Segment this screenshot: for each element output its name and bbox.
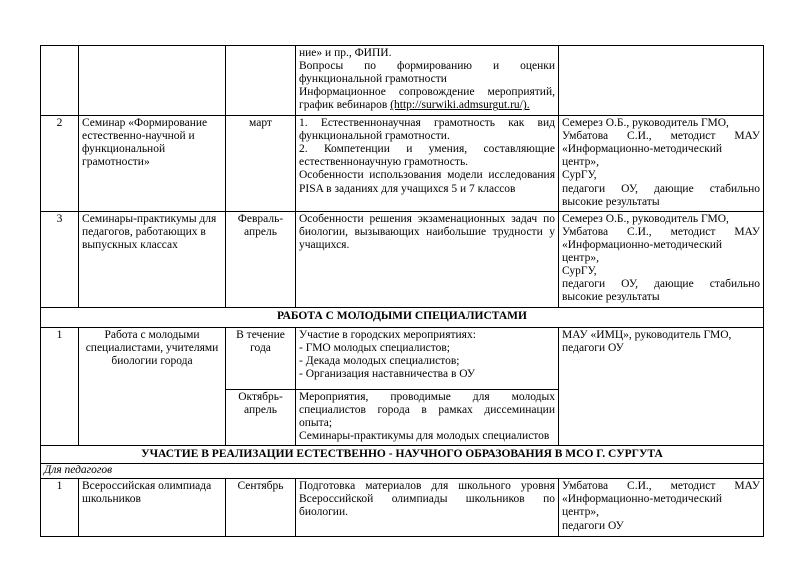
text-line: Участие в городских мероприятиях: [299,328,476,341]
cell-responsible [559,116,764,212]
table-row-continuation [41,46,764,116]
text-line: 2. Компетенции и умения, составляющие естественнонаучную грамотность. [299,143,555,169]
cell-number: 1 [41,479,79,537]
table-row-seminar-literacy [41,116,764,212]
cell-responsible [559,479,764,537]
text-line: ние» и пр., ФИПИ. [299,47,392,59]
subsection-row-for-teachers [41,464,764,479]
cell-content [296,479,559,537]
text-line: Особенности решения экзаменационных задач по биологии, вызывающих наибольшие трудности у учащихся. [299,212,555,251]
text-line: Семерез О.Б., руководитель ГМО, [562,212,729,225]
section-header-young-specialists: РАБОТА С МОЛОДЫМИ СПЕЦИАЛИСТАМИ [41,307,764,327]
text-line: Особенности использования модели исследования PISA в заданиях для учащихся 5 и 7 классов [299,169,555,195]
text-line: СурГУ, [562,169,597,182]
text-line: педагоги ОУ [562,341,624,354]
cell-date: В течение года [226,327,296,389]
subsection-label-for-teachers: Для педагогов [41,464,764,479]
text-line: Мероприятия, проводимые для молодых специалистов города в рамках диссеминации опыта; [299,390,555,429]
cell-date-empty [226,46,296,116]
text-line: педагоги ОУ, дающие стабильно высокие результаты [562,182,760,208]
text-line: Умбатова С.И., методист МАУ «Информационно-методический центр», [562,225,760,265]
text-line [299,86,555,112]
text-line: Семинары-практикумы для молодых специалистов [299,429,550,442]
section-header-row-young-specialists [41,307,764,327]
text-line: 1. Естественнонаучная грамотность как вид функциональной грамотности. [299,117,555,143]
cell-content [296,116,559,212]
cell-event-name: Семинар «Формирование естественно-научной и функциональной грамотности» [79,116,226,212]
cell-date: Октябрь-апрель [226,389,296,445]
cell-content [296,389,559,445]
cell-date: Февраль-апрель [226,211,296,307]
cell-content [296,46,559,116]
cell-event-name-empty [79,46,226,116]
table-row-young-specialists-1 [41,327,764,389]
cell-responsible [559,327,764,445]
text-line: - Организация наставничества в ОУ [299,367,476,380]
table-row-workshops-graduates [41,211,764,307]
cell-content [296,327,559,389]
text-line: педагоги ОУ, дающие стабильно высокие результаты [562,278,760,304]
webinar-schedule-link[interactable]: (http://surwiki.admsurgut.ru/). [390,99,530,112]
cell-responsible [559,211,764,307]
cell-date: март [226,116,296,212]
text-line: Подготовка материалов для школьного уровня Всероссийской олимпиады школьников по биологии. [299,480,555,519]
work-plan-table [40,45,764,537]
text-line: Семерез О.Б., руководитель ГМО, [562,117,729,129]
cell-number: 2 [41,116,79,212]
text-line: - Декада молодых специалистов; [299,354,460,367]
text-line: МАУ «ИМЦ», руководитель ГМО, [562,328,732,341]
text-line: Умбатова С.И., методист МАУ «Информационно-методический центр», [562,130,760,169]
cell-responsible-empty [559,46,764,116]
cell-date: Сентябрь [226,479,296,537]
text-line: СурГУ, [562,265,597,278]
text-line: - ГМО молодых специалистов; [299,341,450,354]
section-header-row-participation [41,445,764,463]
table-row-olympiad [41,479,764,537]
text-span: Информационное сопровождение мероприятий, график вебинаров [299,86,555,112]
cell-event-name: Работа с молодыми специалистами, учителями биологии города [79,327,226,445]
cell-number: 1 [41,327,79,445]
text-line: Вопросы по формированию и оценки функциональной грамотности [299,60,555,86]
cell-content [296,211,559,307]
text-line: педагоги ОУ [562,519,624,532]
section-header-participation: УЧАСТИЕ В РЕАЛИЗАЦИИ ЕСТЕСТВЕННО - НАУЧНОГО ОБРАЗОВАНИЯ В МСО Г. СУРГУТА [41,445,764,463]
cell-event-name: Семинары-практикумы для педагогов, работающих в выпускных классах [79,211,226,307]
cell-number-empty [41,46,79,116]
text-line: Умбатова С.И., методист МАУ «Информационно-методический центр», [562,480,760,519]
cell-number: 3 [41,211,79,307]
cell-event-name: Всероссийская олимпиада школьников [79,479,226,537]
